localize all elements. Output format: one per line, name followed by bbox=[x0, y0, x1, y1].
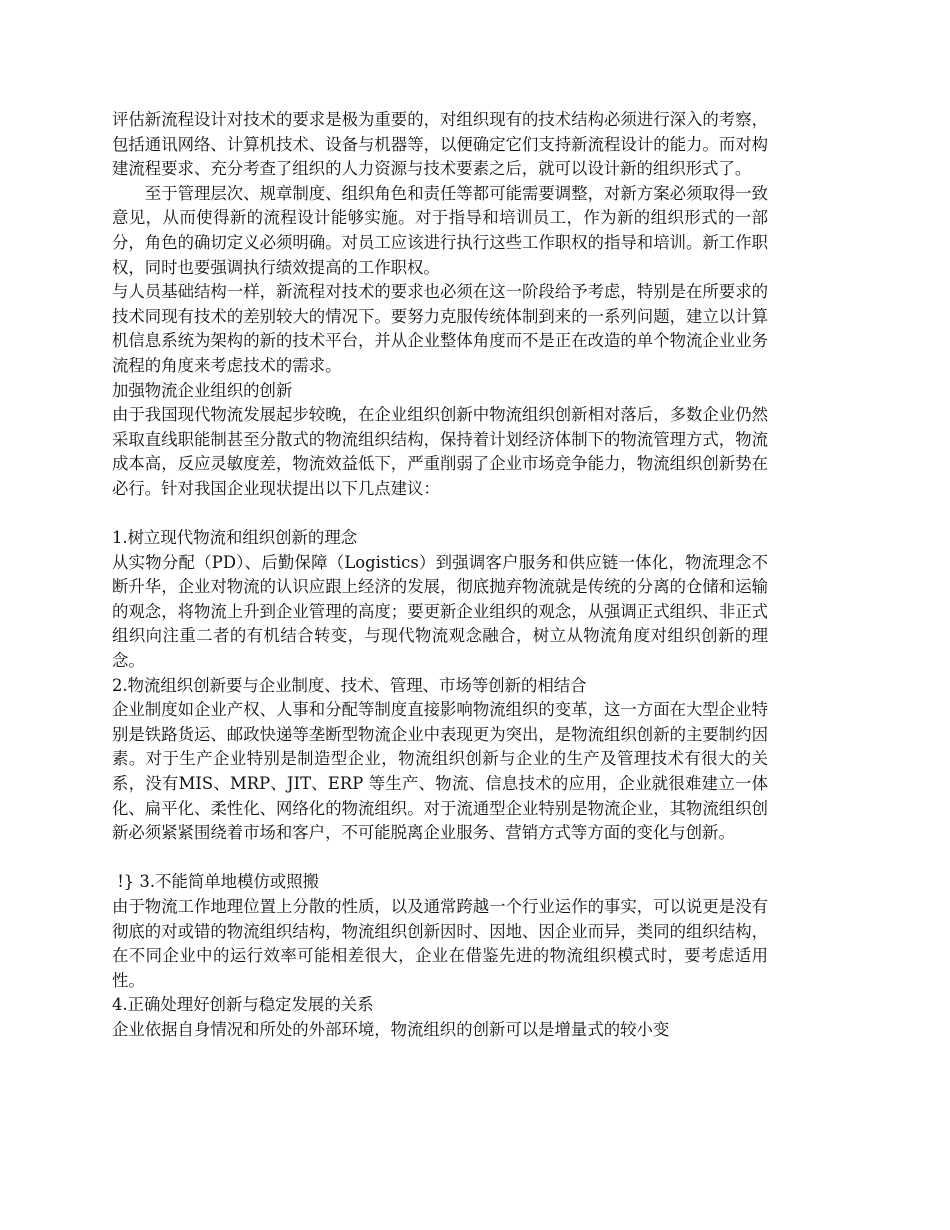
point-1-body: 从实物分配（PD）、后勤保障（Logistics）到强调客户服务和供应链一体化，物流理念不断升华，企业对物流的认识应跟上经济的发展，彻底抛弃物流就是传统的分离的仓储和运输的观念，将物流上升到企业管理的高度；要更新企业组织的观念，从强调正式组织、非正式组织向注重二者的有机结合转变，与现代物流观念融合，树立从物流角度对组织创新的理念。 bbox=[112, 552, 768, 671]
point-1-heading: 1.树立现代物流和组织创新的理念 bbox=[112, 528, 358, 548]
blank-line bbox=[112, 846, 768, 871]
point-4-heading: 4.正确处理好创新与稳定发展的关系 bbox=[112, 995, 374, 1015]
document-body bbox=[112, 108, 768, 1043]
paragraph-management-adjustment: 至于管理层次、规章制度、组织角色和责任等都可能需要调整，对新方案必须取得一致意见，从而使得新的流程设计能够实施。对于指导和培训员工，作为新的组织形式的一部分，角色的确切定义必须明确。对员工应该进行执行这些工作职权的指导和培训。新工作职权，同时也要强调执行绩效提高的工作职权。 bbox=[112, 183, 768, 277]
paragraph-tech-requirements: 与人员基础结构一样，新流程对技术的要求也必须在这一阶段给予考虑，特别是在所要求的技术同现有技术的差别较大的情况下。要努力克服传统体制到来的一系列问题，建立以计算机信息系统为架构的新的技术平台，并从企业整体角度而不是正在改造的单个物流企业业务流程的角度来考虑技术的需求。 bbox=[112, 282, 768, 375]
paragraph-process-design-tech: 评估新流程设计对技术的要求是极为重要的，对组织现有的技术结构必须进行深入的考察，包括通讯网络、计算机技术、设备与机器等，以便确定它们支持新流程设计的能力。而对构建流程要求、充分考查了组织的人力资源与技术要素之后，就可以设计新的组织形式了。 bbox=[112, 110, 768, 179]
point-2-body: 企业制度如企业产权、人事和分配等制度直接影响物流组织的变革，这一方面在大型企业特别是铁路货运、邮政快递等垄断型物流企业中表现更为突出，是物流组织创新的主要制约因素。对于生产企业特别是制造型企业，物流组织创新与企业的生产及管理技术有很大的关系，没有MIS、MRP、JIT、ERP 等生产、物流、信息技术的应用，企业就很难建立一体化、扁平化、柔性化、网络化的物流组织。对于流通型企业特别是物流企业，其物流组织创新必须紧紧围绕着市场和客户，不可能脱离企业服务、营销方式等方面的变化与创新。 bbox=[112, 700, 768, 843]
point-3-heading: !} 3.不能简单地模仿或照搬 bbox=[112, 872, 319, 892]
point-2-heading: 2.物流组织创新要与企业制度、技术、管理、市场等创新的相结合 bbox=[112, 675, 587, 695]
blank-line bbox=[112, 502, 768, 527]
point-4-body: 企业依据自身情况和所处的外部环境，物流组织的创新可以是增量式的较小变 bbox=[112, 1019, 670, 1039]
section-heading-innovation: 加强物流企业组织的创新 bbox=[112, 380, 293, 400]
point-3-body: 由于物流工作地理位置上分散的性质，以及通常跨越一个行业运作的事实，可以说更是没有彻底的对或错的物流组织结构，物流组织创新因时、因地、因企业而异，类同的组织结构，在不同企业中的运行效率可能相差很大，企业在借鉴先进的物流组织模式时，要考虑适用性。 bbox=[112, 897, 768, 990]
paragraph-current-situation: 由于我国现代物流发展起步较晚，在企业组织创新中物流组织创新相对落后，多数企业仍然采取直线职能制甚至分散式的物流组织结构，保持着计划经济体制下的物流管理方式，物流成本高，反应灵敏度差，物流效益低下，严重削弱了企业市场竞争能力，物流组织创新势在必行。针对我国企业现状提出以下几点建议： bbox=[112, 405, 768, 498]
